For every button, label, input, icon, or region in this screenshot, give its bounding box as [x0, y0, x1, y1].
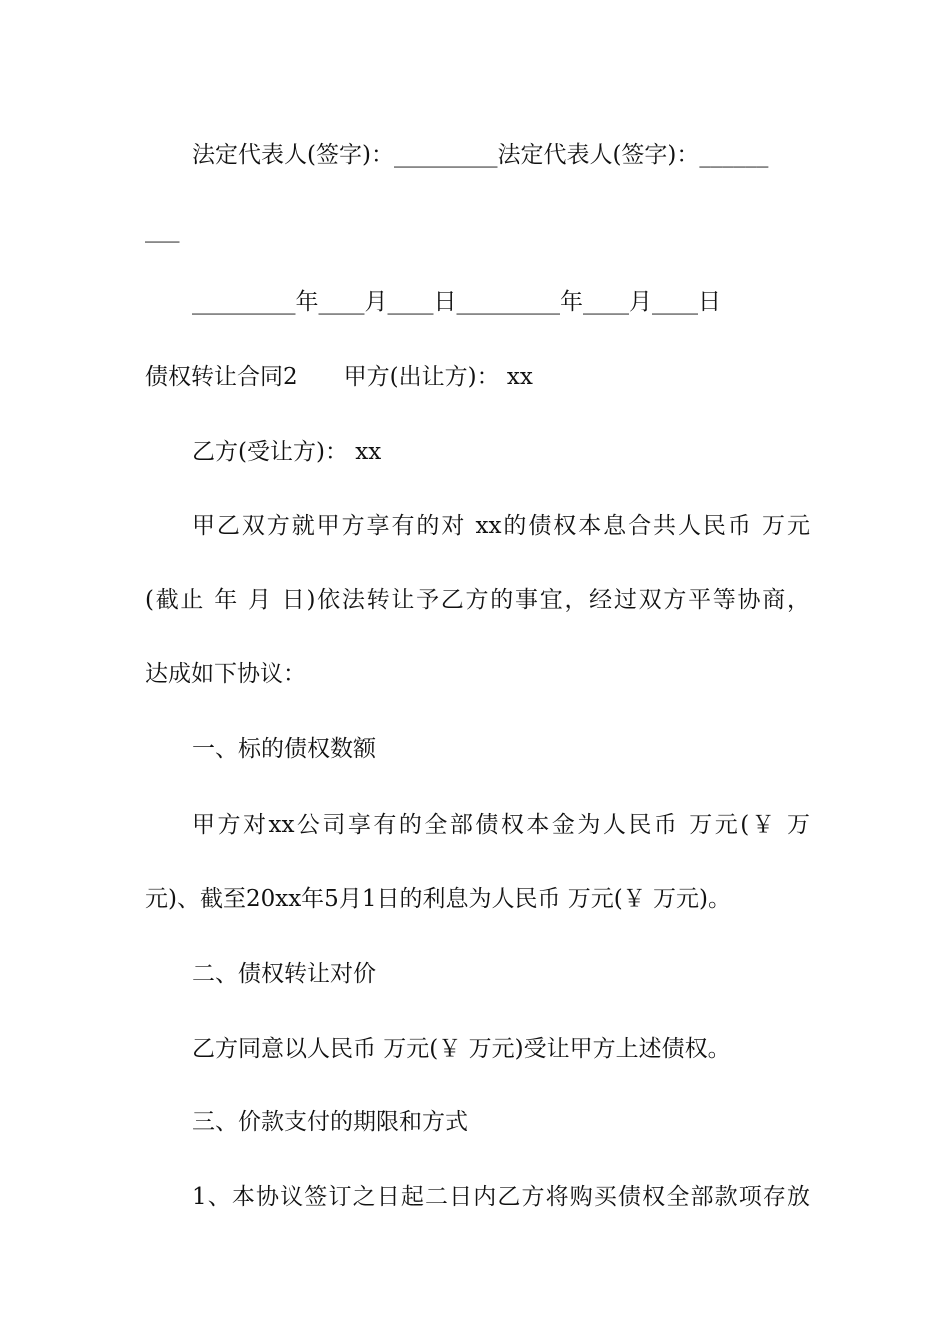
signature-line-continued: ___ — [145, 217, 180, 243]
section-3-heading: 三、价款支付的期限和方式 — [192, 1109, 468, 1135]
preamble-line-2: (截止 年 月 日)依法转让予乙方的事宜，经过双方平等协商， — [145, 587, 810, 613]
party-b: 乙方(受让方)： xx — [192, 439, 382, 465]
section-2-body: 乙方同意以人民币 万元(￥ 万元)受让甲方上述债权。 — [192, 1036, 731, 1062]
section-2-heading: 二、债权转让对价 — [192, 961, 376, 987]
preamble-line-1: 甲乙双方就甲方享有的对 xx的债权本息合共人民币 万元 — [192, 513, 810, 539]
preamble-line-3: 达成如下协议： — [145, 661, 306, 687]
section-3-item-1: 1、本协议签订之日起二日内乙方将购买债权全部款项存放 — [192, 1184, 810, 1210]
section-1-heading: 一、标的债权数额 — [192, 736, 376, 762]
date-line: _________年____月____日_________年____月____日 — [192, 289, 721, 315]
contract-title-and-party-a: 债权转让合同2 甲方(出让方)： xx — [145, 364, 533, 390]
section-1-body-line-2: 元)、截至20xx年5月1日的利息为人民币 万元(￥ 万元)。 — [145, 886, 732, 912]
signature-line: 法定代表人(签字)：_________法定代表人(签字)：______ — [192, 142, 769, 168]
section-1-body-line-1: 甲方对xx公司享有的全部债权本金为人民币 万元(￥ 万 — [192, 812, 810, 838]
